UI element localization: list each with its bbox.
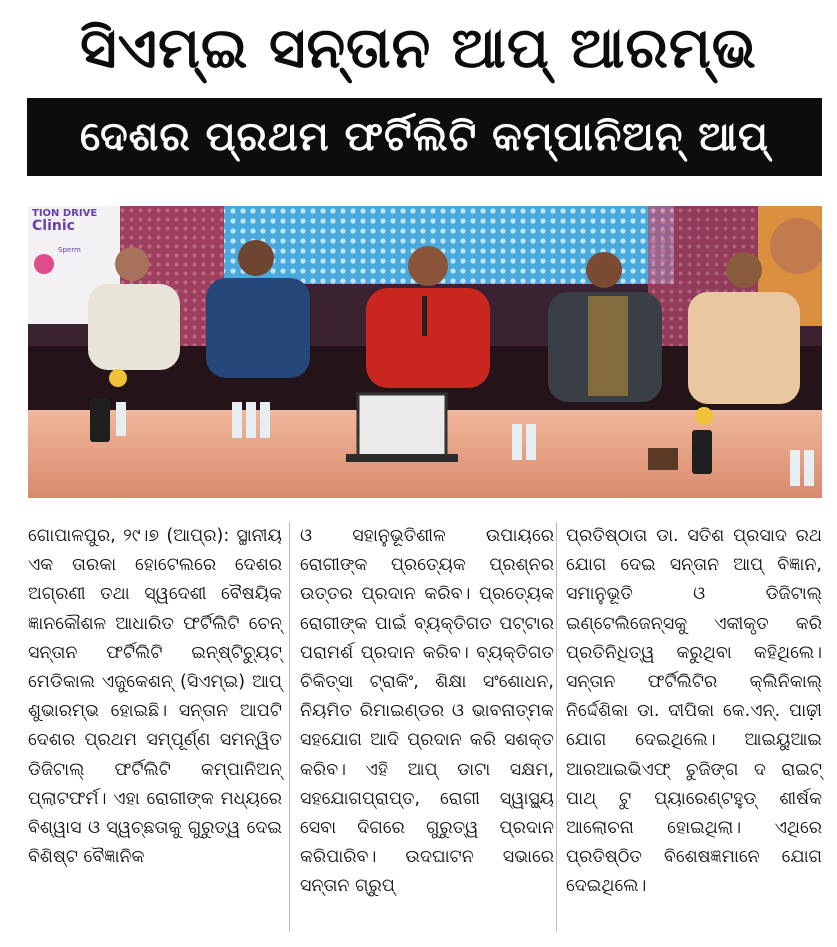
person-2 xyxy=(206,278,310,378)
column-divider xyxy=(289,522,290,932)
article-column-3: ପ୍ରତିଷ୍ଠାତା ଡା. ସତିଶ ପ୍ରସାଦ ରଥ ଯୋଗ ଦେଇ ସନ୍ତାନ ଆପ୍ ବିଜ୍ଞାନ, ସମାନୁଭୂତି ଓ ଡିଜିଟାଲ୍ ଇଣ୍ଟେଲିଜେନ୍ସକୁ ଏକୀକୃତ କରି ପ୍ରତିନିଧିତ୍ୱ କରୁଥିବା କହିଥିଲେ। ସନ୍ତାନ ଫର୍ଟିଲିଟିର କ୍ଲିନିକାଲ୍ ନିର୍ଦ୍ଦେଶିକା ଡା. ଦୀପିକା କେ.ଏନ୍. ପାଢ଼ୀ ଯୋଗ ଦେଇଥିଲେ। ଆଇୟୁଆଇ ଆରଆଇଭିଏଫ୍ ଚୁଜିଙ୍ଗ ଦ ରାଇଟ୍ ପାଥ୍ ଟୁ ପ୍ୟାରେଣ୍ଟହୁଡ୍ ଶୀର୍ଷକ ଆଲୋଚନା ହୋଇଥିଲା। ଏଥିରେ ପ୍ରତିଷ୍ଠିତ ବିଶେଷଜ୍ଞମାନେ ଯୋଗ ଦେଇଥିଲେ। xyxy=(566,526,822,897)
banner-clinic-text: Clinic xyxy=(32,218,75,234)
person-3 xyxy=(366,288,490,388)
article-column-2: ଓ ସହାନୁଭୂତିଶୀଳ ଉପାୟରେ ରୋଗୀଙ୍କ ପ୍ରତ୍ୟେକ ପ୍ରଶ୍ନର ଉତ୍ତର ପ୍ରଦାନ କରିବ। ପ୍ରତ୍ୟେକ ରୋଗୀଙ୍କ ପାଇଁ ବ୍ୟକ୍ତିଗତ ପଟ୍ଟାର ପରାମର୍ଶ ପ୍ରଦାନ କରିବ। ବ୍ୟକ୍ତିଗତ ଚିକିତ୍ସା ଟ୍ରାକିଂ, ଶିକ୍ଷା ସଂଶୋଧନ, ନିୟମିତ ରିମାଇଣ୍ଡର ଓ ଭାବନାତ୍ମକ ସହଯୋଗ ଆଦି ପ୍ରଦାନ କରି ସଶକ୍ତ କରିବ। ଏହି ଆପ୍ ଡାଟା ସକ୍ଷମ, ସହଯୋଗପ୍ରାପ୍ତ, ରୋଗୀ ସ୍ୱାସ୍ଥ୍ୟ ସେବା ଦିଗରେ ଗୁରୁତ୍ୱ ପ୍ରଦାନ କରିପାରିବ। ଉଦଘାଟନ ସଭାରେ ସନ୍ତାନ ଗ୍ରୁପ୍ xyxy=(300,526,554,897)
person-1 xyxy=(88,284,180,370)
person-5 xyxy=(688,292,800,404)
subheadline-banner: ଦେଶର ପ୍ରଥମ ଫର୍ଟିଲିଟି କମ୍ପାନିଅନ୍ ଆପ୍ xyxy=(27,98,822,176)
banner-top-text: TION DRIVE xyxy=(32,208,98,219)
banner-logo-text: Sperm xyxy=(58,246,81,254)
headline: ସିଏମ୍ଇ ସନ୍ତାନ ଆପ୍ ଆରମ୍ଭ xyxy=(80,16,757,81)
article-column-1: ଗୋପାଳପୁର, ୨୯।୭ (ଆପ୍ର): ସ୍ଥାନୀୟ ଏକ ତାରକା ହୋଟେଲରେ ଦେଶର ଅଗ୍ରଣୀ ତଥା ସ୍ୱଦେଶୀ ବୈଷୟିକ ଜ୍ଞାନକୌଶଳ ଆଧାରିତ ଫର୍ଟିଲିଟି ଚେନ୍ ସନ୍ତାନ ଫର୍ଟିଲିଟି ଇନ୍ଷ୍ଟିଚ୍ୟୁଟ୍ ମେଡିକାଲ ଏଜୁକେଶନ୍ (ସିଏମ୍ଇ) ଆପ୍ ଶୁଭାରମ୍ଭ ହୋଇଛି। ସନ୍ତାନ ଆପଟି ଦେଶର ପ୍ରଥମ ସମ୍ପୂର୍ଣ୍ଣ ସମନ୍ୱିତ ଡିଜିଟାଲ୍ ଫର୍ଟିଲିଟି କମ୍ପାନିଅନ୍ ପ୍ଲାଟଫର୍ମ। ଏହା ରୋଗୀଙ୍କ ମଧ୍ୟରେ ବିଶ୍ୱାସ ଓ ସ୍ୱଚ୍ଛତାକୁ ଗୁରୁତ୍ୱ ଦେଇ ବିଶିଷ୍ଟ ବୈଜ୍ଞାନିକ xyxy=(28,526,282,868)
event-photo xyxy=(28,206,822,498)
column-divider xyxy=(556,522,557,932)
